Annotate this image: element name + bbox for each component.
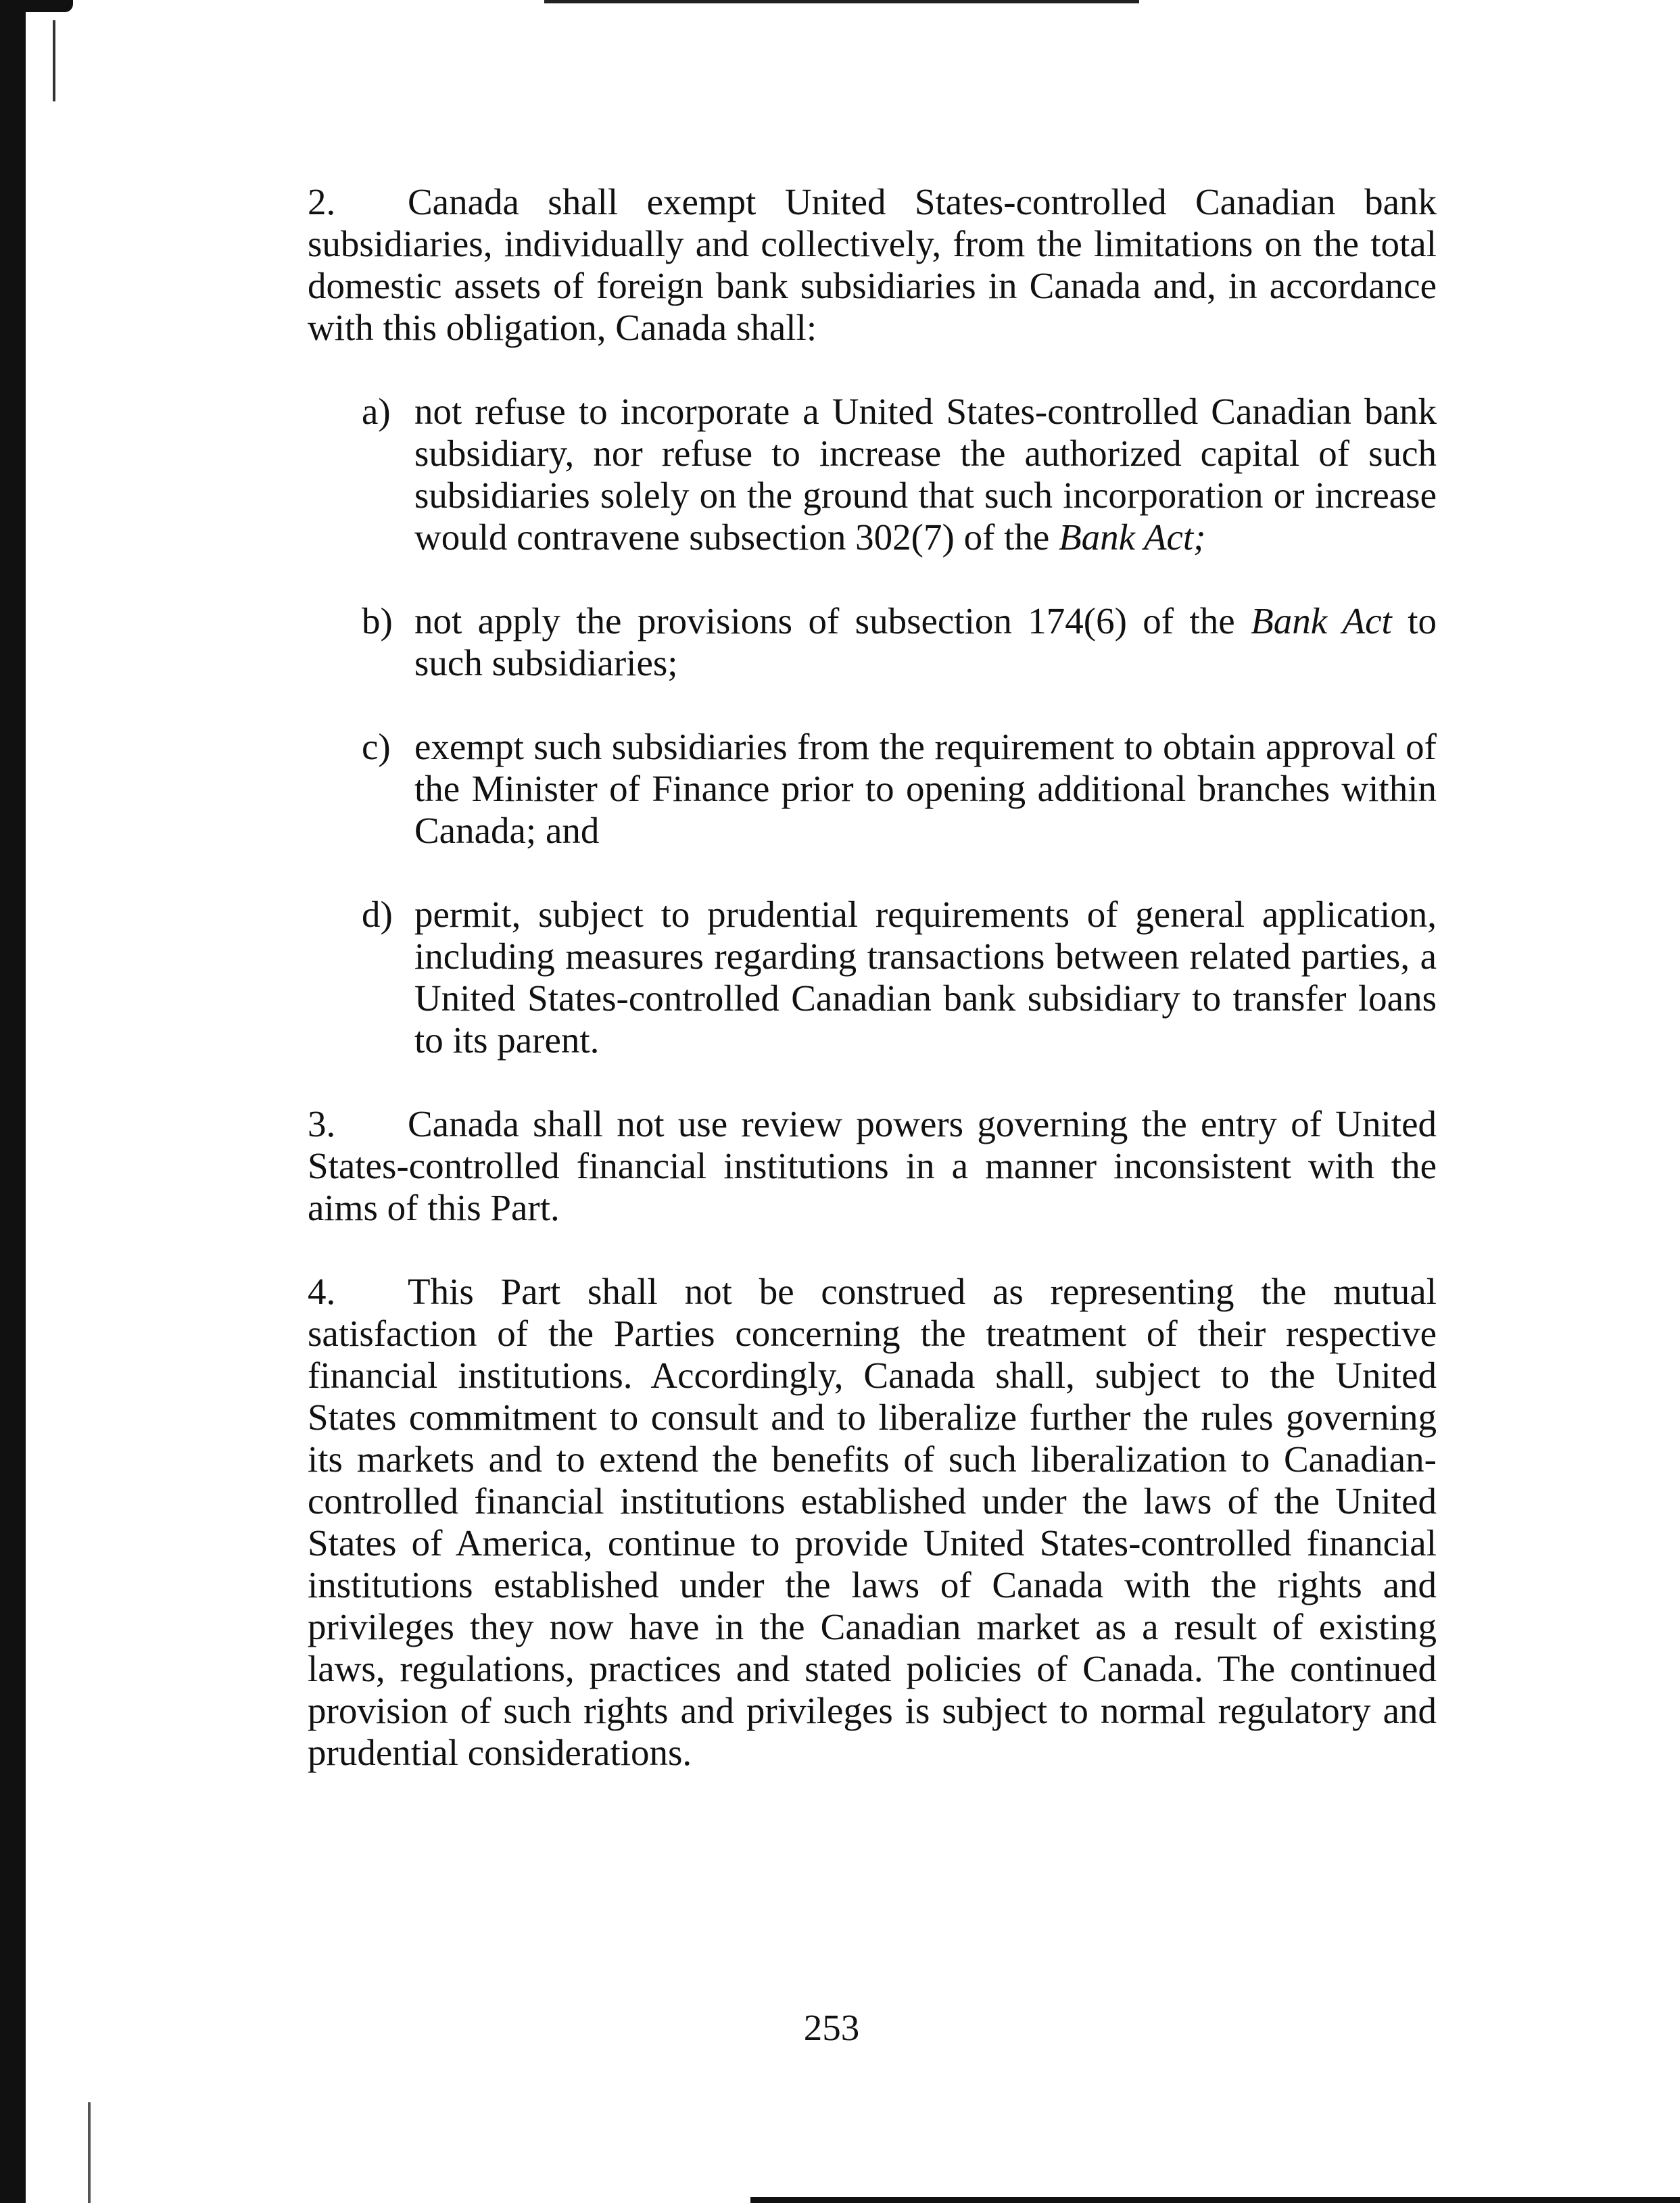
list-item-text: not apply the provisions of subsection 174(6) of the — [414, 600, 1251, 641]
act-title-italic: Bank Act — [1251, 600, 1392, 641]
list-item-marker: a) — [362, 391, 391, 432]
list-item-text: exempt such subsidiaries from the requirement to obtain approval of the Minister of Finance prior to opening additional branches within Canada; and — [414, 726, 1437, 851]
scan-artifact-top-line — [544, 0, 1139, 3]
list-item-text: permit, subject to prudential requirements of general application, including measures regarding transactions between related parties, a United States-controlled Canadian bank subsidiary to transfer loans to its parent. — [414, 894, 1437, 1061]
scan-border-left — [0, 0, 26, 2203]
subsection-list — [308, 391, 1437, 1061]
list-item-marker: b) — [362, 600, 393, 641]
paragraph-number: 2. — [308, 181, 336, 222]
scan-artifact-line — [53, 20, 55, 101]
scan-artifact-line-bottom — [88, 2102, 91, 2203]
list-item-marker: c) — [362, 726, 391, 767]
paragraph-text: This Part shall not be construed as representing the mutual satisfaction of the Parties concerning the treatment of their respective financial institutions. Accordingly, Canada shall, subject to the United States commitment to consult and to liberalize further the rules governing its markets and to extend the benefits of such liberalization to Canadian-controlled financial institutions established under the laws of the United States of America, continue to provide United States-controlled financial institutions established under the laws of Canada with the rights and privileges they now have in the Canadian market as a result of existing laws, regulations, practices and stated policies of Canada. The continued provision of such rights and privileges is subject to normal regulatory and prudential considerations. — [308, 1271, 1437, 1773]
paragraph-text: Canada shall not use review powers governing the entry of United States-controlled financial institutions in a manner inconsistent with the aims of this Part. — [308, 1103, 1437, 1228]
paragraph-number: 4. — [308, 1271, 336, 1312]
list-item-text-after: to such subsidiaries; — [414, 600, 1437, 683]
list-item-c — [308, 726, 1437, 852]
list-item-a — [308, 391, 1437, 558]
list-item-d — [308, 894, 1437, 1061]
paragraph-3 — [308, 1103, 1437, 1229]
paragraph-number: 3. — [308, 1103, 336, 1144]
paragraph-4 — [308, 1271, 1437, 1774]
list-item-text: not refuse to incorporate a United States-controlled Canadian bank subsidiary, nor refuse to increase the authorized capital of such subsidiaries solely on the ground that such incorporation or increase would contravene subsection 302(7) of the — [414, 391, 1437, 558]
list-item-marker: d) — [362, 894, 393, 935]
paragraph-2 — [308, 181, 1437, 349]
scan-artifact-bottom-line — [750, 2197, 1680, 2203]
act-title-italic: Bank Act; — [1059, 516, 1206, 558]
scan-border-corner — [26, 0, 73, 12]
page-number: 253 — [803, 2007, 860, 2048]
list-item-b — [308, 600, 1437, 684]
paragraph-text: Canada shall exempt United States-controlled Canadian bank subsidiaries, individually and collectively, from the limitations on the total domestic assets of foreign bank subsidiaries in Canada and, in accordance with this obligation, Canada shall: — [308, 181, 1437, 348]
document-body — [308, 181, 1437, 1816]
